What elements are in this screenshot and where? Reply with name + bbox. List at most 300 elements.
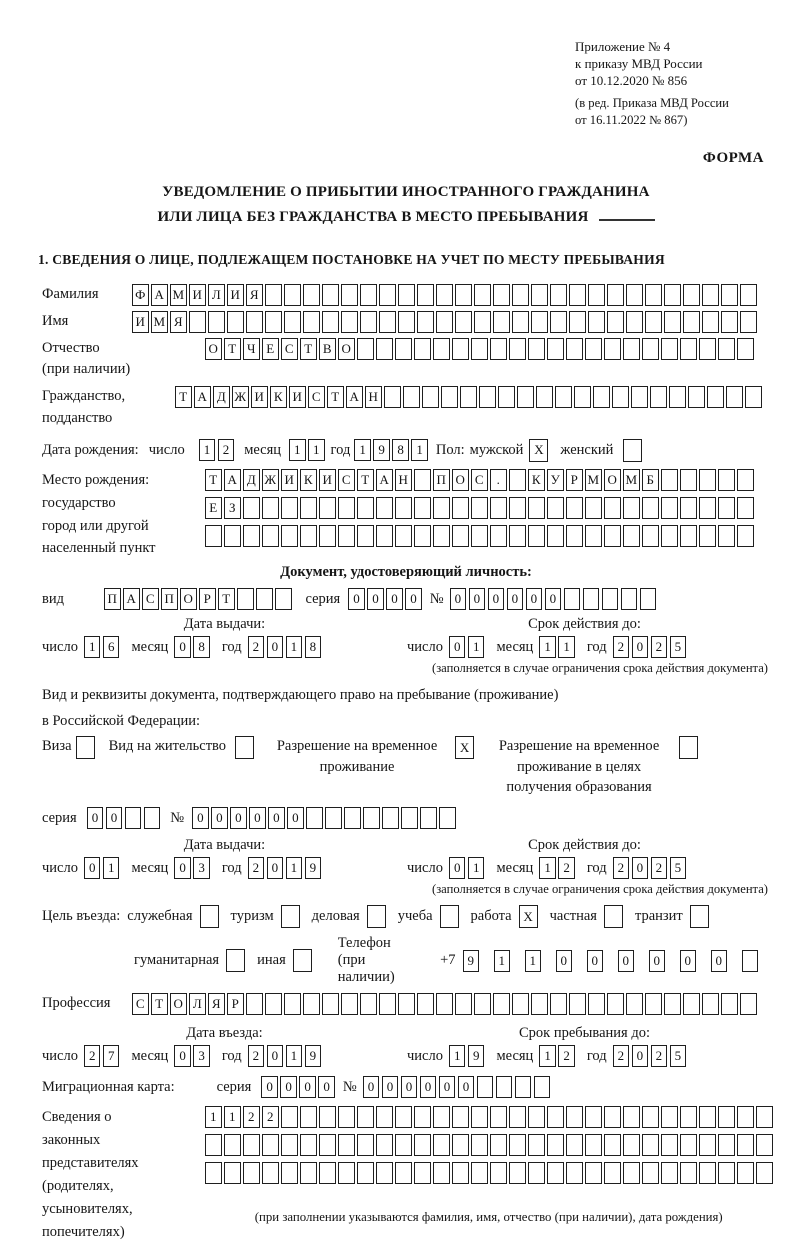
char-box[interactable]: Т bbox=[218, 588, 235, 610]
char-box[interactable] bbox=[357, 497, 374, 519]
char-box[interactable] bbox=[645, 993, 662, 1015]
char-box[interactable] bbox=[683, 284, 700, 306]
char-box[interactable] bbox=[243, 525, 260, 547]
char-box[interactable] bbox=[585, 1162, 602, 1184]
char-box[interactable]: М bbox=[151, 311, 168, 333]
char-box[interactable]: С bbox=[308, 386, 325, 408]
char-box[interactable] bbox=[474, 993, 491, 1015]
char-box[interactable] bbox=[661, 497, 678, 519]
char-box[interactable] bbox=[737, 1134, 754, 1156]
char-box[interactable] bbox=[338, 525, 355, 547]
permit-issue-day-input[interactable] bbox=[84, 857, 120, 879]
char-box[interactable] bbox=[699, 469, 716, 491]
char-box[interactable] bbox=[433, 338, 450, 360]
char-box[interactable] bbox=[566, 525, 583, 547]
char-box[interactable] bbox=[645, 311, 662, 333]
iddoc-valid-year-input[interactable] bbox=[613, 636, 687, 658]
char-box[interactable] bbox=[275, 588, 292, 610]
char-box[interactable] bbox=[498, 386, 515, 408]
char-box[interactable] bbox=[433, 1162, 450, 1184]
char-box[interactable] bbox=[417, 284, 434, 306]
char-box[interactable] bbox=[604, 525, 621, 547]
char-box[interactable] bbox=[623, 1162, 640, 1184]
doc-type-input[interactable] bbox=[104, 588, 292, 610]
char-box[interactable] bbox=[718, 497, 735, 519]
char-box[interactable] bbox=[721, 284, 738, 306]
char-box[interactable]: Ж bbox=[232, 386, 249, 408]
char-box[interactable]: 5 bbox=[670, 636, 687, 658]
char-box[interactable] bbox=[338, 1134, 355, 1156]
char-box[interactable] bbox=[452, 1106, 469, 1128]
char-box[interactable] bbox=[357, 338, 374, 360]
char-box[interactable] bbox=[740, 993, 757, 1015]
char-box[interactable] bbox=[680, 497, 697, 519]
temp-residence-checkbox[interactable]: X bbox=[455, 736, 474, 759]
char-box[interactable]: 0 bbox=[249, 807, 266, 829]
char-box[interactable] bbox=[528, 525, 545, 547]
char-box[interactable]: 2 bbox=[613, 636, 630, 658]
char-box[interactable] bbox=[319, 497, 336, 519]
entry-month-input[interactable] bbox=[174, 1045, 210, 1067]
sex-male-checkbox[interactable]: X bbox=[529, 439, 548, 462]
entry-day-input[interactable] bbox=[84, 1045, 120, 1067]
char-box[interactable] bbox=[379, 993, 396, 1015]
char-box[interactable] bbox=[403, 386, 420, 408]
char-box[interactable]: 1 bbox=[494, 950, 511, 972]
char-box[interactable] bbox=[509, 497, 526, 519]
char-box[interactable] bbox=[661, 338, 678, 360]
char-box[interactable] bbox=[262, 497, 279, 519]
char-box[interactable]: И bbox=[227, 284, 244, 306]
char-box[interactable] bbox=[420, 807, 437, 829]
char-box[interactable] bbox=[512, 284, 529, 306]
char-box[interactable]: 0 bbox=[632, 636, 649, 658]
char-box[interactable] bbox=[281, 1134, 298, 1156]
char-box[interactable] bbox=[737, 1106, 754, 1128]
char-box[interactable]: 1 bbox=[539, 857, 556, 879]
char-box[interactable] bbox=[452, 1162, 469, 1184]
char-box[interactable]: 1 bbox=[103, 857, 120, 879]
char-box[interactable]: Т bbox=[151, 993, 168, 1015]
char-box[interactable] bbox=[208, 311, 225, 333]
char-box[interactable] bbox=[262, 1162, 279, 1184]
char-box[interactable] bbox=[536, 386, 553, 408]
char-box[interactable]: А bbox=[123, 588, 140, 610]
char-box[interactable]: 0 bbox=[348, 588, 365, 610]
birthdate-month-input[interactable] bbox=[289, 439, 325, 461]
char-box[interactable]: Ж bbox=[262, 469, 279, 491]
char-box[interactable] bbox=[398, 993, 415, 1015]
char-box[interactable] bbox=[623, 1134, 640, 1156]
char-box[interactable]: 0 bbox=[192, 807, 209, 829]
char-box[interactable] bbox=[125, 807, 142, 829]
char-box[interactable] bbox=[379, 284, 396, 306]
char-box[interactable] bbox=[460, 386, 477, 408]
entry-year-input[interactable] bbox=[248, 1045, 322, 1067]
char-box[interactable] bbox=[455, 311, 472, 333]
char-box[interactable] bbox=[414, 1106, 431, 1128]
char-box[interactable] bbox=[205, 1162, 222, 1184]
char-box[interactable] bbox=[607, 311, 624, 333]
surname-input[interactable] bbox=[132, 284, 757, 306]
char-box[interactable] bbox=[395, 1162, 412, 1184]
char-box[interactable]: 0 bbox=[267, 636, 284, 658]
char-box[interactable]: 0 bbox=[363, 1076, 380, 1098]
char-box[interactable] bbox=[721, 993, 738, 1015]
char-box[interactable]: 2 bbox=[84, 1045, 101, 1067]
char-box[interactable] bbox=[490, 338, 507, 360]
char-box[interactable] bbox=[281, 1162, 298, 1184]
char-box[interactable] bbox=[319, 1106, 336, 1128]
char-box[interactable]: С bbox=[132, 993, 149, 1015]
char-box[interactable]: 2 bbox=[248, 857, 265, 879]
char-box[interactable]: М bbox=[170, 284, 187, 306]
char-box[interactable] bbox=[224, 1134, 241, 1156]
char-box[interactable]: 0 bbox=[318, 1076, 335, 1098]
char-box[interactable]: 0 bbox=[458, 1076, 475, 1098]
char-box[interactable] bbox=[680, 1106, 697, 1128]
char-box[interactable] bbox=[414, 1134, 431, 1156]
char-box[interactable]: 0 bbox=[632, 1045, 649, 1067]
char-box[interactable] bbox=[205, 1134, 222, 1156]
char-box[interactable] bbox=[626, 284, 643, 306]
char-box[interactable] bbox=[680, 338, 697, 360]
char-box[interactable] bbox=[718, 525, 735, 547]
char-box[interactable] bbox=[382, 807, 399, 829]
char-box[interactable]: . bbox=[490, 469, 507, 491]
char-box[interactable] bbox=[683, 311, 700, 333]
char-box[interactable]: Н bbox=[365, 386, 382, 408]
char-box[interactable]: 0 bbox=[280, 1076, 297, 1098]
char-box[interactable]: Д bbox=[213, 386, 230, 408]
char-box[interactable]: 1 bbox=[354, 439, 371, 461]
char-box[interactable] bbox=[531, 311, 548, 333]
char-box[interactable]: 2 bbox=[613, 857, 630, 879]
char-box[interactable]: 1 bbox=[286, 636, 303, 658]
char-box[interactable] bbox=[531, 284, 548, 306]
char-box[interactable]: 2 bbox=[218, 439, 235, 461]
char-box[interactable] bbox=[471, 1106, 488, 1128]
char-box[interactable] bbox=[452, 338, 469, 360]
char-box[interactable] bbox=[702, 993, 719, 1015]
stay-day-input[interactable] bbox=[449, 1045, 485, 1067]
char-box[interactable] bbox=[477, 1076, 494, 1098]
char-box[interactable] bbox=[702, 284, 719, 306]
char-box[interactable] bbox=[436, 311, 453, 333]
char-box[interactable]: 6 bbox=[103, 636, 120, 658]
char-box[interactable]: Е bbox=[205, 497, 222, 519]
permit-valid-year-input[interactable] bbox=[613, 857, 687, 879]
char-box[interactable] bbox=[376, 497, 393, 519]
char-box[interactable] bbox=[547, 1162, 564, 1184]
char-box[interactable]: 0 bbox=[174, 1045, 191, 1067]
char-box[interactable] bbox=[414, 497, 431, 519]
char-box[interactable] bbox=[300, 1106, 317, 1128]
char-box[interactable] bbox=[699, 1162, 716, 1184]
char-box[interactable] bbox=[300, 525, 317, 547]
char-box[interactable] bbox=[433, 497, 450, 519]
char-box[interactable] bbox=[471, 1134, 488, 1156]
char-box[interactable]: 9 bbox=[468, 1045, 485, 1067]
char-box[interactable]: И bbox=[281, 469, 298, 491]
char-box[interactable]: 1 bbox=[411, 439, 428, 461]
char-box[interactable]: 0 bbox=[632, 857, 649, 879]
char-box[interactable] bbox=[588, 311, 605, 333]
char-box[interactable] bbox=[144, 807, 161, 829]
char-box[interactable]: Т bbox=[327, 386, 344, 408]
char-box[interactable] bbox=[509, 1162, 526, 1184]
char-box[interactable] bbox=[471, 338, 488, 360]
char-box[interactable]: 0 bbox=[587, 950, 604, 972]
char-box[interactable]: 0 bbox=[84, 857, 101, 879]
char-box[interactable] bbox=[474, 284, 491, 306]
char-box[interactable]: Н bbox=[395, 469, 412, 491]
char-box[interactable] bbox=[265, 284, 282, 306]
char-box[interactable]: 0 bbox=[174, 636, 191, 658]
char-box[interactable]: 1 bbox=[289, 439, 306, 461]
char-box[interactable]: 0 bbox=[230, 807, 247, 829]
char-box[interactable]: 2 bbox=[558, 857, 575, 879]
purpose-work-checkbox[interactable]: X bbox=[519, 905, 538, 928]
char-box[interactable] bbox=[642, 1134, 659, 1156]
char-box[interactable] bbox=[737, 525, 754, 547]
firstname-input[interactable] bbox=[132, 311, 757, 333]
char-box[interactable] bbox=[284, 993, 301, 1015]
char-box[interactable] bbox=[564, 588, 581, 610]
char-box[interactable] bbox=[319, 1162, 336, 1184]
char-box[interactable] bbox=[414, 338, 431, 360]
birthplace-row1-input[interactable] bbox=[205, 469, 754, 491]
purpose-transit-checkbox[interactable] bbox=[690, 905, 709, 928]
char-box[interactable]: И bbox=[251, 386, 268, 408]
char-box[interactable]: С bbox=[338, 469, 355, 491]
char-box[interactable]: Р bbox=[199, 588, 216, 610]
char-box[interactable]: 5 bbox=[670, 1045, 687, 1067]
char-box[interactable] bbox=[566, 1106, 583, 1128]
char-box[interactable] bbox=[756, 1162, 773, 1184]
char-box[interactable]: 8 bbox=[305, 636, 322, 658]
char-box[interactable]: 5 bbox=[670, 857, 687, 879]
char-box[interactable]: 9 bbox=[373, 439, 390, 461]
char-box[interactable]: Л bbox=[189, 993, 206, 1015]
char-box[interactable]: 0 bbox=[367, 588, 384, 610]
char-box[interactable] bbox=[493, 311, 510, 333]
char-box[interactable] bbox=[517, 386, 534, 408]
purpose-tourism-checkbox[interactable] bbox=[281, 905, 300, 928]
char-box[interactable] bbox=[360, 993, 377, 1015]
char-box[interactable] bbox=[417, 311, 434, 333]
iddoc-issue-day-input[interactable] bbox=[84, 636, 120, 658]
char-box[interactable] bbox=[680, 469, 697, 491]
char-box[interactable]: П bbox=[161, 588, 178, 610]
char-box[interactable] bbox=[224, 525, 241, 547]
char-box[interactable] bbox=[319, 1134, 336, 1156]
char-box[interactable]: А bbox=[151, 284, 168, 306]
char-box[interactable]: 0 bbox=[267, 1045, 284, 1067]
char-box[interactable] bbox=[439, 807, 456, 829]
char-box[interactable] bbox=[512, 993, 529, 1015]
char-box[interactable] bbox=[281, 497, 298, 519]
char-box[interactable]: И bbox=[289, 386, 306, 408]
char-box[interactable] bbox=[414, 525, 431, 547]
char-box[interactable]: 1 bbox=[84, 636, 101, 658]
char-box[interactable]: 1 bbox=[468, 636, 485, 658]
char-box[interactable] bbox=[227, 311, 244, 333]
char-box[interactable] bbox=[441, 386, 458, 408]
char-box[interactable]: 2 bbox=[248, 1045, 265, 1067]
char-box[interactable] bbox=[737, 1162, 754, 1184]
char-box[interactable] bbox=[205, 525, 222, 547]
char-box[interactable] bbox=[566, 1134, 583, 1156]
permit-seria-input[interactable] bbox=[87, 807, 161, 829]
char-box[interactable]: Е bbox=[262, 338, 279, 360]
purpose-commercial-checkbox[interactable] bbox=[367, 905, 386, 928]
char-box[interactable] bbox=[623, 1106, 640, 1128]
char-box[interactable]: Р bbox=[227, 993, 244, 1015]
char-box[interactable]: 9 bbox=[305, 857, 322, 879]
char-box[interactable] bbox=[569, 284, 586, 306]
char-box[interactable] bbox=[246, 311, 263, 333]
char-box[interactable]: 1 bbox=[525, 950, 542, 972]
char-box[interactable] bbox=[384, 386, 401, 408]
char-box[interactable] bbox=[707, 386, 724, 408]
char-box[interactable] bbox=[718, 1106, 735, 1128]
char-box[interactable]: 9 bbox=[463, 950, 480, 972]
char-box[interactable] bbox=[664, 284, 681, 306]
char-box[interactable]: Я bbox=[246, 284, 263, 306]
char-box[interactable]: 1 bbox=[199, 439, 216, 461]
char-box[interactable] bbox=[474, 311, 491, 333]
char-box[interactable]: 0 bbox=[618, 950, 635, 972]
char-box[interactable] bbox=[623, 497, 640, 519]
char-box[interactable] bbox=[376, 338, 393, 360]
char-box[interactable] bbox=[256, 588, 273, 610]
char-box[interactable] bbox=[224, 1162, 241, 1184]
char-box[interactable] bbox=[357, 525, 374, 547]
char-box[interactable]: С bbox=[142, 588, 159, 610]
char-box[interactable]: 2 bbox=[262, 1106, 279, 1128]
char-box[interactable] bbox=[357, 1106, 374, 1128]
char-box[interactable]: О bbox=[205, 338, 222, 360]
char-box[interactable] bbox=[509, 338, 526, 360]
char-box[interactable]: 0 bbox=[507, 588, 524, 610]
char-box[interactable]: У bbox=[547, 469, 564, 491]
char-box[interactable] bbox=[243, 1162, 260, 1184]
char-box[interactable]: 0 bbox=[449, 636, 466, 658]
char-box[interactable]: 0 bbox=[382, 1076, 399, 1098]
char-box[interactable] bbox=[699, 497, 716, 519]
char-box[interactable]: С bbox=[471, 469, 488, 491]
char-box[interactable]: 0 bbox=[386, 588, 403, 610]
char-box[interactable] bbox=[395, 1134, 412, 1156]
phone-input[interactable] bbox=[463, 950, 771, 972]
char-box[interactable] bbox=[376, 1106, 393, 1128]
char-box[interactable]: 0 bbox=[450, 588, 467, 610]
char-box[interactable] bbox=[490, 1162, 507, 1184]
char-box[interactable]: 0 bbox=[174, 857, 191, 879]
char-box[interactable] bbox=[742, 950, 759, 972]
stay-month-input[interactable] bbox=[539, 1045, 575, 1067]
char-box[interactable] bbox=[300, 1134, 317, 1156]
char-box[interactable] bbox=[303, 284, 320, 306]
char-box[interactable] bbox=[623, 525, 640, 547]
char-box[interactable]: Ф bbox=[132, 284, 149, 306]
char-box[interactable]: 1 bbox=[205, 1106, 222, 1128]
char-box[interactable] bbox=[344, 807, 361, 829]
char-box[interactable]: 0 bbox=[439, 1076, 456, 1098]
char-box[interactable] bbox=[726, 386, 743, 408]
char-box[interactable]: 0 bbox=[299, 1076, 316, 1098]
char-box[interactable]: А bbox=[376, 469, 393, 491]
visa-checkbox[interactable] bbox=[76, 736, 95, 759]
char-box[interactable]: 0 bbox=[405, 588, 422, 610]
doc-seria-input[interactable] bbox=[348, 588, 422, 610]
char-box[interactable] bbox=[645, 284, 662, 306]
char-box[interactable]: 0 bbox=[711, 950, 728, 972]
char-box[interactable]: 7 bbox=[103, 1045, 120, 1067]
char-box[interactable] bbox=[528, 1134, 545, 1156]
char-box[interactable]: И bbox=[189, 284, 206, 306]
char-box[interactable]: О bbox=[170, 993, 187, 1015]
char-box[interactable]: 9 bbox=[305, 1045, 322, 1067]
char-box[interactable] bbox=[650, 386, 667, 408]
char-box[interactable] bbox=[740, 311, 757, 333]
char-box[interactable]: 3 bbox=[193, 1045, 210, 1067]
char-box[interactable] bbox=[669, 386, 686, 408]
permit-issue-month-input[interactable] bbox=[174, 857, 210, 879]
char-box[interactable] bbox=[604, 1162, 621, 1184]
char-box[interactable] bbox=[341, 284, 358, 306]
char-box[interactable] bbox=[246, 993, 263, 1015]
char-box[interactable] bbox=[718, 1162, 735, 1184]
char-box[interactable] bbox=[496, 1076, 513, 1098]
char-box[interactable]: 8 bbox=[392, 439, 409, 461]
char-box[interactable]: 1 bbox=[286, 1045, 303, 1067]
char-box[interactable]: 0 bbox=[267, 857, 284, 879]
char-box[interactable] bbox=[471, 1162, 488, 1184]
char-box[interactable] bbox=[284, 311, 301, 333]
char-box[interactable] bbox=[455, 993, 472, 1015]
char-box[interactable]: Т bbox=[357, 469, 374, 491]
char-box[interactable] bbox=[640, 588, 657, 610]
char-box[interactable] bbox=[642, 497, 659, 519]
char-box[interactable] bbox=[602, 588, 619, 610]
char-box[interactable] bbox=[626, 993, 643, 1015]
char-box[interactable] bbox=[547, 1106, 564, 1128]
char-box[interactable] bbox=[452, 497, 469, 519]
birthplace-row2-input[interactable] bbox=[205, 497, 754, 519]
char-box[interactable]: 2 bbox=[243, 1106, 260, 1128]
char-box[interactable]: 1 bbox=[449, 1045, 466, 1067]
char-box[interactable] bbox=[569, 311, 586, 333]
char-box[interactable]: 1 bbox=[224, 1106, 241, 1128]
char-box[interactable] bbox=[490, 1134, 507, 1156]
char-box[interactable]: 1 bbox=[308, 439, 325, 461]
char-box[interactable] bbox=[455, 284, 472, 306]
char-box[interactable]: С bbox=[281, 338, 298, 360]
char-box[interactable] bbox=[395, 1106, 412, 1128]
char-box[interactable] bbox=[756, 1106, 773, 1128]
char-box[interactable] bbox=[262, 525, 279, 547]
char-box[interactable] bbox=[471, 497, 488, 519]
char-box[interactable]: 0 bbox=[106, 807, 123, 829]
char-box[interactable] bbox=[528, 497, 545, 519]
char-box[interactable] bbox=[338, 497, 355, 519]
char-box[interactable] bbox=[566, 497, 583, 519]
char-box[interactable] bbox=[512, 311, 529, 333]
char-box[interactable]: О bbox=[604, 469, 621, 491]
char-box[interactable]: Ч bbox=[243, 338, 260, 360]
